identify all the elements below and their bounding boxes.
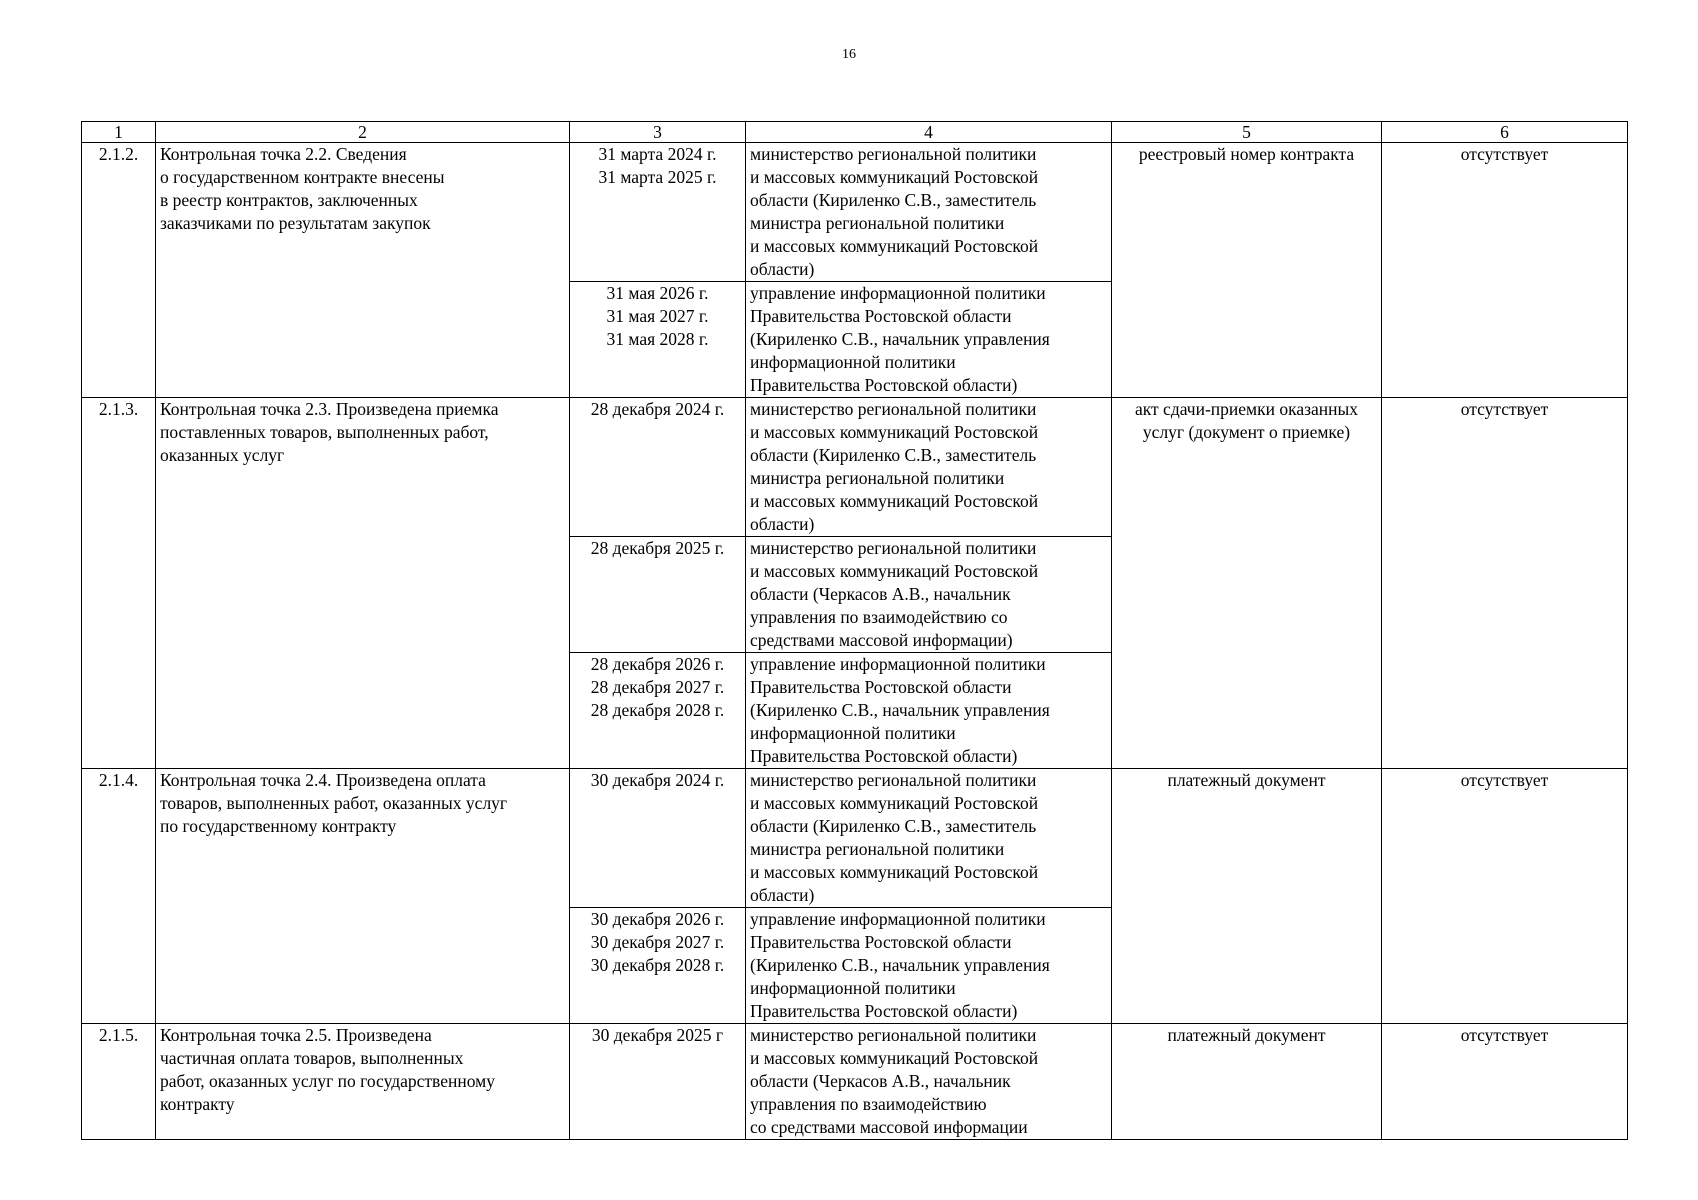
column-header-3: 3 (570, 122, 746, 143)
result-document: платежный документ (1112, 1024, 1382, 1140)
due-dates: 30 декабря 2026 г. 30 декабря 2027 г. 30 декабря 2028 г. (570, 908, 746, 1024)
table-row (82, 143, 1628, 282)
result-document: платежный документ (1112, 769, 1382, 1024)
info-system: отсутствует (1382, 143, 1628, 398)
row-number: 2.1.4. (82, 769, 156, 1024)
responsible-party: министерство региональной политики и массовых коммуникаций Ростовской области (Кириленко С.В., заместитель министра региональной политики и массовых коммуникаций Ростовской области) (746, 143, 1112, 282)
table-row (82, 1024, 1628, 1140)
row-number: 2.1.3. (82, 398, 156, 769)
table-header-row (82, 122, 1628, 143)
info-system: отсутствует (1382, 398, 1628, 769)
column-header-6: 6 (1382, 122, 1628, 143)
responsible-party: министерство региональной политики и массовых коммуникаций Ростовской области (Черкасов А.В., начальник управления по взаимодействию со средствами массовой информации (746, 1024, 1112, 1140)
responsible-party: управление информационной политики Правительства Ростовской области (Кириленко С.В., начальник управления информационной политики Правительства Ростовской области) (746, 282, 1112, 398)
responsible-party: управление информационной политики Правительства Ростовской области (Кириленко С.В., начальник управления информационной политики Правительства Ростовской области) (746, 653, 1112, 769)
responsible-party: управление информационной политики Правительства Ростовской области (Кириленко С.В., начальник управления информационной политики Правительства Ростовской области) (746, 908, 1112, 1024)
due-dates: 31 мая 2026 г. 31 мая 2027 г. 31 мая 2028 г. (570, 282, 746, 398)
column-header-1: 1 (82, 122, 156, 143)
table-row (82, 398, 1628, 537)
due-dates: 28 декабря 2025 г. (570, 537, 746, 653)
table-row (82, 769, 1628, 908)
control-point-title: Контрольная точка 2.5. Произведена частичная оплата товаров, выполненных работ, оказанных услуг по государственному контракту (156, 1024, 570, 1140)
result-document: акт сдачи-приемки оказанных услуг (документ о приемке) (1112, 398, 1382, 769)
responsible-party: министерство региональной политики и массовых коммуникаций Ростовской области (Кириленко С.В., заместитель министра региональной политики и массовых коммуникаций Ростовской области) (746, 398, 1112, 537)
responsible-party: министерство региональной политики и массовых коммуникаций Ростовской области (Черкасов А.В., начальник управления по взаимодействию со средствами массовой информации) (746, 537, 1112, 653)
due-dates: 28 декабря 2026 г. 28 декабря 2027 г. 28 декабря 2028 г. (570, 653, 746, 769)
row-number: 2.1.2. (82, 143, 156, 398)
control-point-title: Контрольная точка 2.2. Сведения о государственном контракте внесены в реестр контрактов, заключенных заказчиками по результатам закупок (156, 143, 570, 398)
info-system: отсутствует (1382, 769, 1628, 1024)
due-dates: 30 декабря 2024 г. (570, 769, 746, 908)
control-points-table (81, 121, 1628, 1140)
page-number: 16 (842, 47, 856, 62)
due-dates: 30 декабря 2025 г (570, 1024, 746, 1140)
column-header-5: 5 (1112, 122, 1382, 143)
due-dates: 28 декабря 2024 г. (570, 398, 746, 537)
responsible-party: министерство региональной политики и массовых коммуникаций Ростовской области (Кириленко С.В., заместитель министра региональной политики и массовых коммуникаций Ростовской области) (746, 769, 1112, 908)
column-header-4: 4 (746, 122, 1112, 143)
due-dates: 31 марта 2024 г. 31 марта 2025 г. (570, 143, 746, 282)
result-document: реестровый номер контракта (1112, 143, 1382, 398)
info-system: отсутствует (1382, 1024, 1628, 1140)
control-point-title: Контрольная точка 2.3. Произведена приемка поставленных товаров, выполненных работ, оказанных услуг (156, 398, 570, 769)
column-header-2: 2 (156, 122, 570, 143)
row-number: 2.1.5. (82, 1024, 156, 1140)
control-point-title: Контрольная точка 2.4. Произведена оплата товаров, выполненных работ, оказанных услуг по государственному контракту (156, 769, 570, 1024)
